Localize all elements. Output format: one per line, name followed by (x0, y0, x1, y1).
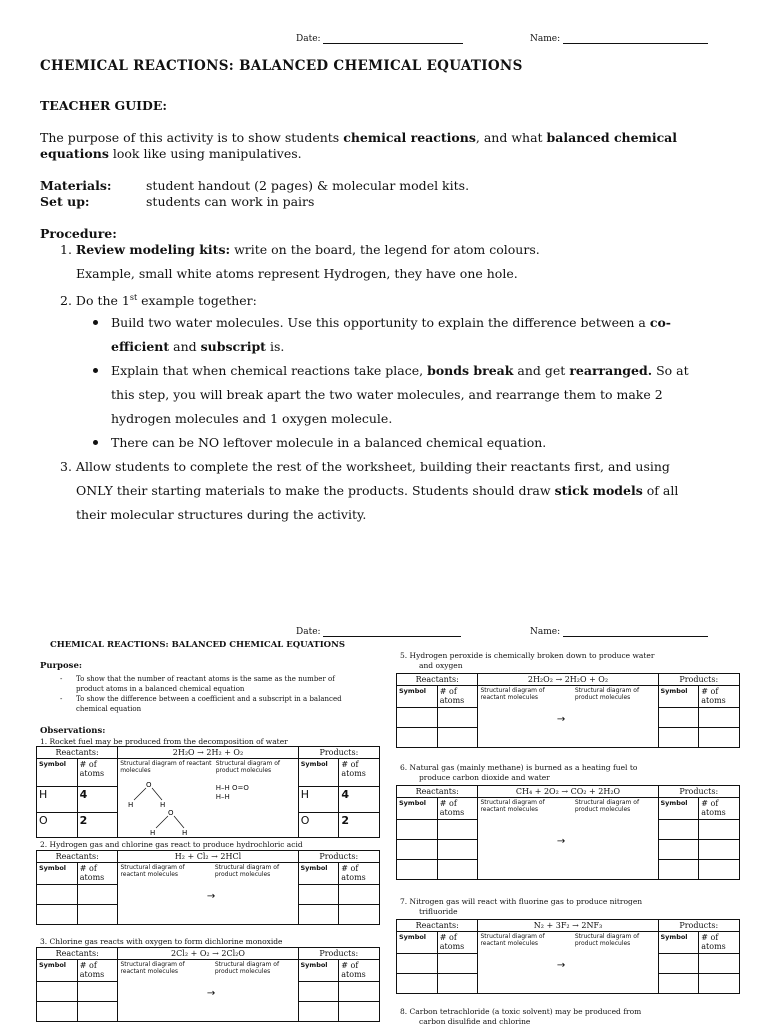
struct-label: Structural diagram of product molecules (574, 687, 640, 701)
page-title: CHEMICAL REACTIONS: BALANCED CHEMICAL EQUATIONS (40, 58, 523, 74)
procedure-heading: Procedure: (40, 226, 117, 241)
answer-cell[interactable] (37, 905, 78, 925)
purpose-bold: chemical reactions (343, 130, 476, 145)
question-1-table (36, 746, 380, 838)
reactants-header: Reactants: (37, 948, 118, 960)
arrow-icon: → (556, 714, 566, 725)
answer-cell[interactable] (37, 1002, 78, 1022)
question-text: 6. Natural gas (mainly methane) is burned as a heating fuel to (400, 763, 638, 772)
question-text: carbon disulfide and chlorine (419, 1017, 531, 1026)
bullet-text: hydrogen molecules and 1 oxygen molecule. (111, 411, 393, 426)
arrow-icon: → (206, 891, 216, 902)
struct-label: Structural diagram of reactant molecules (480, 933, 545, 947)
reactants-header: Reactants: (397, 920, 478, 932)
equation: 2Cl₂ + O₂ → 2Cl₂O (118, 948, 298, 960)
symbol-header: Symbol (658, 798, 699, 820)
svg-text:H: H (160, 801, 166, 809)
worksheet-title: CHEMICAL REACTIONS: BALANCED CHEMICAL EQUATIONS (50, 640, 345, 650)
step-3 (60, 455, 720, 527)
step-number: 1. (60, 242, 72, 257)
answer-cell[interactable] (397, 954, 438, 974)
products-header: Products: (298, 747, 379, 759)
question-5-table (396, 673, 740, 748)
materials-value: student handout (2 pages) & molecular model kits. (146, 178, 470, 193)
bullet-bold: efficient (111, 339, 170, 354)
equation: H₂ + Cl₂ → 2HCl (118, 851, 298, 863)
svg-text:H: H (182, 829, 188, 836)
reactants-header: Reactants: (397, 786, 478, 798)
step-bold: stick models (554, 483, 643, 498)
answer-cell[interactable] (699, 954, 740, 974)
worksheet-purpose-label: Purpose: (40, 661, 82, 671)
answer-cell[interactable] (37, 885, 78, 905)
question-text: 7. Nitrogen gas will react with fluorine gas to produce nitrogen (400, 897, 643, 906)
materials-label: Materials: (40, 178, 112, 193)
atoms-header: # of atoms (699, 932, 740, 954)
bullet-bold: rearranged. (569, 363, 653, 378)
question-text: 8. Carbon tetrachloride (a toxic solvent) may be produced from (400, 1007, 642, 1016)
symbol-header: Symbol (298, 759, 339, 787)
answer-cell[interactable] (437, 954, 478, 974)
name-field (530, 34, 708, 44)
bullet-text: There can be NO leftover molecule in a balanced chemical equation. (111, 435, 547, 450)
purpose-item-text: To show the difference between a coefficient and a subscript in a balanced chemical equation (76, 695, 342, 713)
struct-label: Structural diagram of reactant molecules (480, 799, 545, 813)
purpose-text: look like using manipulatives. (108, 146, 302, 161)
answer-cell[interactable] (298, 885, 339, 905)
date-field (296, 34, 463, 44)
answer-cell[interactable] (699, 840, 740, 860)
answer-cell[interactable] (658, 820, 699, 840)
answer-cell[interactable] (699, 860, 740, 880)
step-bold: Review modeling kits: (75, 242, 231, 257)
products-header: Products: (298, 851, 380, 863)
name-label: Name: (530, 627, 561, 637)
answer-cell[interactable] (298, 905, 339, 925)
product-structure (206, 863, 298, 925)
answer-cell[interactable] (339, 1002, 380, 1022)
question-text: 5. Hydrogen peroxide is chemically broken down to produce water (400, 651, 655, 660)
worksheet-name-field (530, 627, 708, 637)
svg-text:O: O (168, 809, 174, 817)
product-structure (556, 932, 658, 994)
answer-cell[interactable] (437, 820, 478, 840)
purpose-text: The purpose of this activity is to show students (40, 130, 344, 145)
name-line[interactable] (563, 43, 708, 44)
product-symbol: O (298, 812, 339, 838)
product-structure (206, 960, 298, 1022)
products-header: Products: (658, 920, 740, 932)
struct-label: Structural diagram of product molecules (215, 760, 280, 774)
question-7 (400, 897, 642, 917)
question-7-table (396, 919, 740, 994)
observations-label: Observations: (40, 726, 106, 736)
bullet-text: is. (265, 339, 285, 354)
question-2-table (36, 850, 380, 925)
step-1-example: Example, small white atoms represent Hydrogen, they have one hole. (76, 266, 518, 281)
struct-label: Structural diagram of reactant molecules (120, 760, 212, 774)
answer-cell[interactable] (658, 860, 699, 880)
bullet-dot (93, 368, 98, 373)
answer-cell[interactable] (658, 728, 699, 748)
equation: N₂ + 3F₂ → 2NF₃ (478, 920, 658, 932)
answer-cell[interactable] (77, 982, 118, 1002)
setup-label: Set up: (40, 194, 90, 209)
reactants-header: Reactants: (37, 747, 118, 759)
atoms-header: # of atoms (339, 960, 380, 982)
equation: 2H₂O → 2H₂ + O₂ (118, 747, 299, 759)
question-2: 2. Hydrogen gas and chlorine gas react to produce hydrochloric acid (40, 840, 303, 849)
purpose-bold: equations (40, 146, 109, 161)
name-label: Name: (530, 34, 561, 44)
product-structure (214, 759, 299, 838)
struct-label: Structural diagram of reactant molecules (120, 864, 185, 878)
step-text: their molecular structures during the activity. (76, 507, 367, 522)
symbol-header: Symbol (37, 960, 78, 982)
reactant-structure (118, 759, 214, 838)
teacher-guide-heading: TEACHER GUIDE: (40, 98, 167, 113)
step-1 (60, 242, 540, 258)
purpose-text: , and what (475, 130, 547, 145)
answer-cell[interactable] (37, 982, 78, 1002)
equation: CH₄ + 2O₂ → CO₂ + 2H₂O (478, 786, 658, 798)
question-text: produce carbon dioxide and water (419, 773, 550, 782)
atoms-header: # of atoms (77, 960, 118, 982)
answer-cell[interactable] (298, 982, 339, 1002)
bullet-text: Explain that when chemical reactions take place, (111, 363, 428, 378)
answer-cell[interactable] (437, 974, 478, 994)
reactant-structure (118, 863, 216, 925)
bullet-text: Build two water molecules. Use this opportunity to explain the difference between a (111, 315, 650, 330)
step-text: Do the 1 (75, 293, 130, 309)
arrow-icon: → (206, 988, 216, 999)
step-text: ONLY their starting materials to make the products. Students should draw (76, 483, 555, 498)
answer-cell[interactable] (397, 820, 438, 840)
atoms-header: # of atoms (77, 863, 118, 885)
purpose-item-text: To show that the number of reactant atoms is the same as the number of product atoms in a balanced chemical equation (76, 675, 335, 693)
bullet-text: and get (513, 363, 570, 378)
arrow-icon: → (556, 836, 566, 847)
step-text: Allow students to complete the rest of the worksheet, building their reactants first, and using (75, 459, 670, 474)
question-1: 1. Rocket fuel may be produced from the decomposition of water (40, 737, 288, 746)
reactant-structure (118, 960, 216, 1022)
arrow-icon: → (556, 960, 566, 971)
answer-cell[interactable] (658, 974, 699, 994)
bullet-text: and (169, 339, 201, 354)
answer-cell[interactable] (397, 860, 438, 880)
svg-text:O: O (146, 781, 152, 789)
purpose-item: - To show the difference between a coefficient and a subscript in a balanced chemical equation (60, 695, 342, 713)
struct-label: Structural diagram of product molecules (214, 864, 280, 878)
struct-label: Structural diagram of product molecules (214, 961, 280, 975)
atoms-header: # of atoms (699, 798, 740, 820)
symbol-header: Symbol (37, 759, 78, 787)
answer-cell[interactable] (77, 1002, 118, 1022)
answer-cell[interactable] (437, 860, 478, 880)
worksheet-purpose-list (60, 674, 360, 714)
reactant-symbol: O (37, 812, 78, 838)
answer-cell[interactable] (397, 840, 438, 860)
question-3-table (36, 947, 380, 1022)
date-label: Date: (296, 34, 321, 44)
answer-cell[interactable] (77, 885, 118, 905)
bullet-3 (111, 431, 711, 455)
bullet-2 (111, 359, 711, 431)
atoms-header: # of atoms (339, 759, 380, 787)
product-count: 2 (339, 812, 380, 838)
symbol-header: Symbol (298, 960, 339, 982)
symbol-header: Symbol (658, 932, 699, 954)
bullet-dot (93, 440, 98, 445)
question-text: trifluoride (419, 907, 458, 916)
product-structure (556, 798, 658, 880)
answer-cell[interactable] (339, 905, 380, 925)
answer-cell[interactable] (397, 708, 438, 728)
answer-cell[interactable] (437, 840, 478, 860)
bullet-text: this step, you will break apart the two water molecules, and rearrange them to make 2 (111, 387, 663, 402)
atoms-header: # of atoms (437, 686, 478, 708)
step-2 (60, 290, 257, 309)
equation: 2H₂O₂ → 2H₂O + O₂ (478, 674, 658, 686)
answer-cell[interactable] (699, 708, 740, 728)
product-symbol: H (298, 787, 339, 812)
answer-cell[interactable] (397, 974, 438, 994)
reactant-count: 2 (77, 812, 118, 838)
answer-cell[interactable] (658, 708, 699, 728)
answer-cell[interactable] (658, 954, 699, 974)
struct-label: Structural diagram of reactant molecules (480, 687, 545, 701)
date-line[interactable] (323, 636, 461, 637)
svg-text:H: H (150, 829, 156, 836)
struct-label: Structural diagram of reactant molecules (120, 961, 185, 975)
product-struct-line: H–H (215, 793, 230, 801)
answer-cell[interactable] (298, 1002, 339, 1022)
symbol-header: Symbol (298, 863, 339, 885)
answer-cell[interactable] (658, 840, 699, 860)
answer-cell[interactable] (339, 982, 380, 1002)
purpose-paragraph (40, 130, 730, 162)
answer-cell[interactable] (699, 974, 740, 994)
product-diagram (216, 784, 296, 802)
step-number: 3. (60, 459, 72, 474)
step-text: example together: (137, 293, 257, 309)
answer-cell[interactable] (339, 885, 380, 905)
products-header: Products: (298, 948, 380, 960)
product-structure (556, 686, 658, 748)
bullet-bold: co- (649, 315, 671, 330)
atoms-header: # of atoms (437, 798, 478, 820)
bullet-dot (93, 320, 98, 325)
step-number: 2. (60, 293, 72, 309)
question-text: and oxygen (419, 661, 463, 670)
atoms-header: # of atoms (339, 863, 380, 885)
symbol-header: Symbol (397, 932, 438, 954)
purpose-item: - To show that the number of reactant atoms is the same as the number of product atoms in a balanced chemical equation (60, 675, 335, 693)
answer-cell[interactable] (437, 708, 478, 728)
atoms-header: # of atoms (699, 686, 740, 708)
answer-cell[interactable] (699, 820, 740, 840)
date-label: Date: (296, 627, 321, 637)
reactant-symbol: H (37, 787, 78, 812)
bullet-text: So at (652, 363, 689, 378)
question-5 (400, 651, 654, 671)
bullet-1 (111, 311, 711, 359)
symbol-header: Symbol (37, 863, 78, 885)
symbol-header: Symbol (397, 686, 438, 708)
bullet-bold: subscript (200, 339, 266, 354)
question-6-table (396, 785, 740, 880)
water-molecules-diagram (120, 778, 200, 836)
reactants-header: Reactants: (37, 851, 118, 863)
atoms-header: # of atoms (77, 759, 118, 787)
date-line[interactable] (323, 43, 463, 44)
products-header: Products: (658, 674, 740, 686)
struct-label: Structural diagram of product molecules (574, 799, 640, 813)
products-header: Products: (658, 786, 740, 798)
purpose-bold: balanced chemical (546, 130, 678, 145)
name-line[interactable] (563, 636, 708, 637)
product-struct-line: H–H O=O (215, 784, 249, 792)
reactant-count: 4 (77, 787, 118, 812)
svg-text:H: H (128, 801, 134, 809)
worksheet-date-field (296, 627, 461, 637)
question-8 (400, 1007, 641, 1027)
answer-cell[interactable] (437, 728, 478, 748)
bullet-bold: bonds break (427, 363, 514, 378)
symbol-header: Symbol (397, 798, 438, 820)
setup-value: students can work in pairs (146, 194, 315, 209)
step-text: of all (642, 483, 679, 498)
product-count: 4 (339, 787, 380, 812)
struct-label: Structural diagram of product molecules (574, 933, 640, 947)
symbol-header: Symbol (658, 686, 699, 708)
answer-cell[interactable] (77, 905, 118, 925)
atoms-header: # of atoms (437, 932, 478, 954)
question-6 (400, 763, 637, 783)
question-3: 3. Chlorine gas reacts with oxygen to form dichlorine monoxide (40, 937, 283, 946)
step-text: write on the board, the legend for atom colours. (230, 242, 540, 257)
answer-cell[interactable] (397, 728, 438, 748)
reactants-header: Reactants: (397, 674, 478, 686)
answer-cell[interactable] (699, 728, 740, 748)
step-sup: st (129, 293, 138, 302)
